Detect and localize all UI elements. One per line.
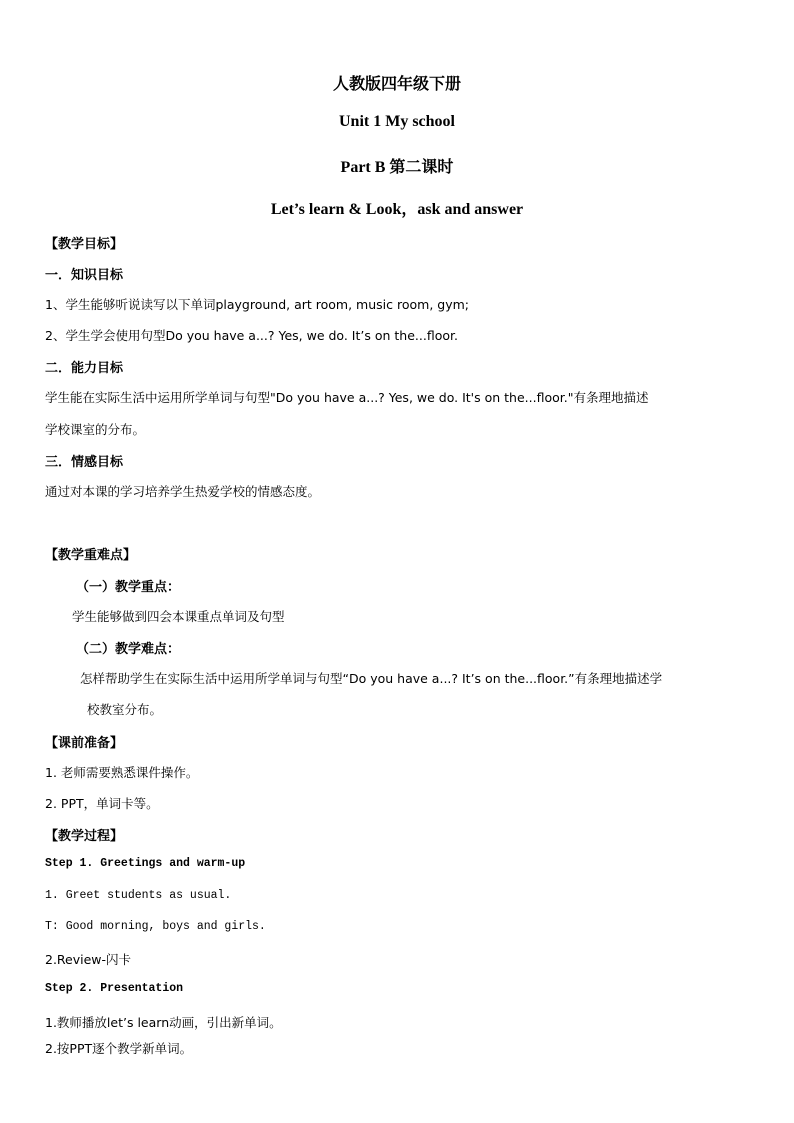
ability-heading: 二．能力目标 bbox=[45, 361, 124, 376]
knowledge-item-2: 2、学生学会使用句型Do you have a...? Yes, we do. It’s on the...floor. bbox=[45, 328, 458, 343]
focus-heading: （一）教学重点： bbox=[76, 580, 181, 595]
document-title: 人教版四年级下册 bbox=[332, 76, 461, 93]
lesson-title: Let’s learn & Look，ask and answer bbox=[270, 201, 524, 218]
part-title: Part B 第二课时 bbox=[340, 159, 454, 176]
focus-text: 学生能够做到四会本课重点单词及句型 bbox=[72, 609, 285, 624]
step2-item-2: 2.按PPT逐个教学新单词。 bbox=[45, 1041, 193, 1056]
step1-item-1: 1. Greet students as usual. bbox=[45, 889, 232, 902]
preparation-item-1: 1. 老师需要熟悉课件操作。 bbox=[45, 765, 199, 780]
objectives-heading: 【教学目标】 bbox=[45, 237, 124, 252]
key-points-heading: 【教学重难点】 bbox=[45, 548, 137, 563]
process-heading: 【教学过程】 bbox=[45, 829, 124, 844]
step1-heading: Step 1. Greetings and warm-up bbox=[45, 857, 246, 870]
emotion-heading: 三．情感目标 bbox=[45, 455, 124, 470]
difficulty-text-line1: 怎样帮助学生在实际生活中运用所学单词与句型“Do you have a...? It’s on the...floor.”有条理地描述学 bbox=[80, 671, 663, 686]
step2-item-1: 1.教师播放let’s learn动画，引出新单词。 bbox=[45, 1015, 282, 1030]
step1-item-3: 2.Review-闪卡 bbox=[45, 952, 132, 967]
knowledge-heading: 一．知识目标 bbox=[45, 268, 124, 283]
ability-text-line2: 学校课室的分布。 bbox=[45, 422, 146, 437]
unit-title: Unit 1 My school bbox=[339, 113, 455, 130]
step2-heading: Step 2. Presentation bbox=[45, 982, 184, 995]
preparation-item-2: 2. PPT，单词卡等。 bbox=[45, 796, 159, 811]
preparation-heading: 【课前准备】 bbox=[45, 736, 124, 751]
difficulty-text-line2: 校教室分布。 bbox=[87, 702, 163, 717]
emotion-text: 通过对本课的学习培养学生热爱学校的情感态度。 bbox=[45, 484, 321, 499]
ability-text-line1: 学生能在实际生活中运用所学单词与句型"Do you have a...? Yes, we do. It's on the...floor."有条理地描述 bbox=[45, 390, 649, 405]
difficulty-heading: （二）教学难点： bbox=[76, 642, 181, 657]
knowledge-item-1: 1、学生能够听说读写以下单词playground, art room, music room, gym; bbox=[45, 297, 469, 312]
step1-item-2: T: Good morning, boys and girls. bbox=[45, 920, 266, 933]
